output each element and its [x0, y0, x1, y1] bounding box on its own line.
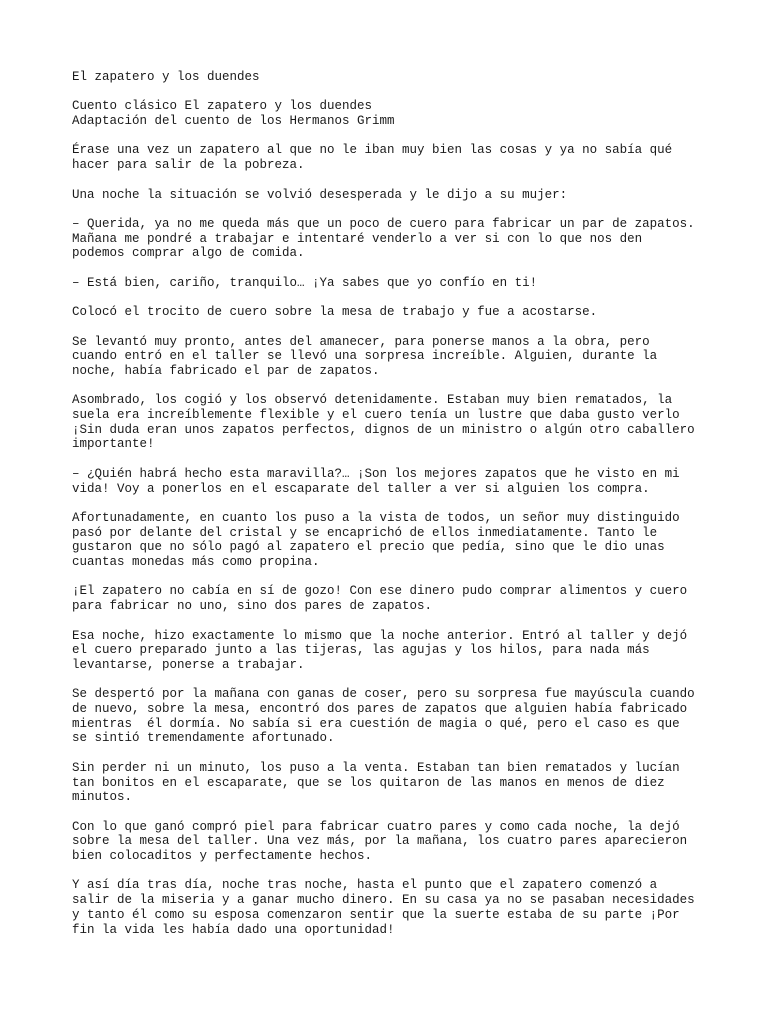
- text-line: Con lo que ganó compró piel para fabricar cuatro pares y como cada noche, la dejó: [72, 819, 680, 834]
- text-line: Adaptación del cuento de los Hermanos Grimm: [72, 114, 395, 129]
- text-line: cuantas monedas más como propina.: [72, 555, 320, 570]
- text-line: de nuevo, sobre la mesa, encontró dos pares de zapatos que alguien había fabricado: [72, 702, 688, 717]
- paragraph: [72, 276, 712, 291]
- text-line: – Está bien, cariño, tranquilo… ¡Ya sabes que yo confío en ti!: [72, 275, 538, 290]
- paragraph: [72, 629, 712, 673]
- paragraph: [72, 143, 712, 172]
- text-line: bien colocaditos y perfectamente hechos.: [72, 849, 373, 864]
- paragraph: [72, 217, 712, 261]
- text-line: hacer para salir de la pobreza.: [72, 158, 305, 173]
- paragraph: [72, 761, 712, 805]
- text-line: cuando entró en el taller se llevó una sorpresa increíble. Alguien, durante la: [72, 349, 658, 364]
- text-line: minutos.: [72, 790, 133, 805]
- text-line: el cuero preparado junto a las tijeras, las agujas y los hilos, para nada más: [72, 643, 650, 658]
- text-line: importante!: [72, 437, 155, 452]
- text-line: levantarse, ponerse a trabajar.: [72, 657, 305, 672]
- text-line: – ¿Quién habrá hecho esta maravilla?… ¡Son los mejores zapatos que he visto en mi: [72, 466, 680, 481]
- text-line: ¡El zapatero no cabía en sí de gozo! Con ese dinero pudo comprar alimentos y cuero: [72, 584, 688, 599]
- text-line: Y así día tras día, noche tras noche, hasta el punto que el zapatero comenzó a: [72, 878, 658, 893]
- text-line: noche, había fabricado el par de zapatos.: [72, 363, 380, 378]
- paragraph: [72, 511, 712, 570]
- text-line: Afortunadamente, en cuanto los puso a la vista de todos, un señor muy distinguido: [72, 510, 680, 525]
- paragraph: [72, 335, 712, 379]
- paragraph: [72, 820, 712, 864]
- document-page: [72, 70, 712, 952]
- text-line: Esa noche, hizo exactamente lo mismo que la noche anterior. Entró al taller y dejó: [72, 628, 688, 643]
- text-line: El zapatero y los duendes: [72, 70, 260, 84]
- text-line: sobre la mesa del taller. Una vez más, por la mañana, los cuatro pares aparecieron: [72, 834, 688, 849]
- text-line: Mañana me pondré a trabajar e intentaré venderlo a ver si con lo que nos den: [72, 231, 643, 246]
- text-line: ¡Sin duda eran unos zapatos perfectos, dignos de un ministro o algún otro caballero: [72, 422, 695, 437]
- text-line: fin la vida les había dado una oportunidad!: [72, 922, 395, 937]
- text-line: se sintió tremendamente afortunado.: [72, 731, 335, 746]
- text-line: Una noche la situación se volvió desesperada y le dijo a su mujer:: [72, 187, 568, 202]
- text-line: tan bonitos en el escaparate, que se los quitaron de las manos en menos de diez: [72, 775, 665, 790]
- text-line: mientras él dormía. No sabía si era cuestión de magia o qué, pero el caso es que: [72, 716, 680, 731]
- text-line: Se levantó muy pronto, antes del amanecer, para ponerse manos a la obra, pero: [72, 334, 650, 349]
- text-line: Cuento clásico El zapatero y los duendes: [72, 99, 373, 114]
- text-line: Se despertó por la mañana con ganas de coser, pero su sorpresa fue mayúscula cuando: [72, 687, 695, 702]
- text-line: Asombrado, los cogió y los observó detenidamente. Estaban muy bien rematados, la: [72, 393, 673, 408]
- text-line: vida! Voy a ponerlos en el escaparate del taller a ver si alguien los compra.: [72, 481, 650, 496]
- text-line: gustaron que no sólo pagó al zapatero el precio que pedía, sino que le dio unas: [72, 540, 665, 555]
- text-line: – Querida, ya no me queda más que un poco de cuero para fabricar un par de zapatos.: [72, 216, 695, 231]
- text-line: Sin perder ni un minuto, los puso a la venta. Estaban tan bien rematados y lucían: [72, 760, 680, 775]
- text-line: suela era increíblemente flexible y el cuero tenía un lustre que daba gusto verlo: [72, 408, 680, 423]
- paragraph: [72, 305, 712, 320]
- paragraph: [72, 393, 712, 452]
- text-line: Érase una vez un zapatero al que no le iban muy bien las cosas y ya no sabía qué: [72, 143, 673, 158]
- text-line: podemos comprar algo de comida.: [72, 246, 305, 261]
- paragraph: [72, 687, 712, 746]
- paragraph: [72, 467, 712, 496]
- text-line: Colocó el trocito de cuero sobre la mesa de trabajo y fue a acostarse.: [72, 305, 598, 320]
- text-line: para fabricar no uno, sino dos pares de zapatos.: [72, 599, 433, 614]
- text-line: y tanto él como su esposa comenzaron sentir que la suerte estaba de su parte ¡Por: [72, 907, 680, 922]
- paragraph: [72, 584, 712, 613]
- paragraph: [72, 878, 712, 937]
- text-line: pasó por delante del cristal y se encaprichó de ellos inmediatamente. Tanto le: [72, 525, 658, 540]
- paragraph: [72, 99, 712, 128]
- text-line: salir de la miseria y a ganar mucho dinero. En su casa ya no se pasaban necesidades: [72, 893, 695, 908]
- paragraph: [72, 188, 712, 203]
- document-title: [72, 70, 712, 85]
